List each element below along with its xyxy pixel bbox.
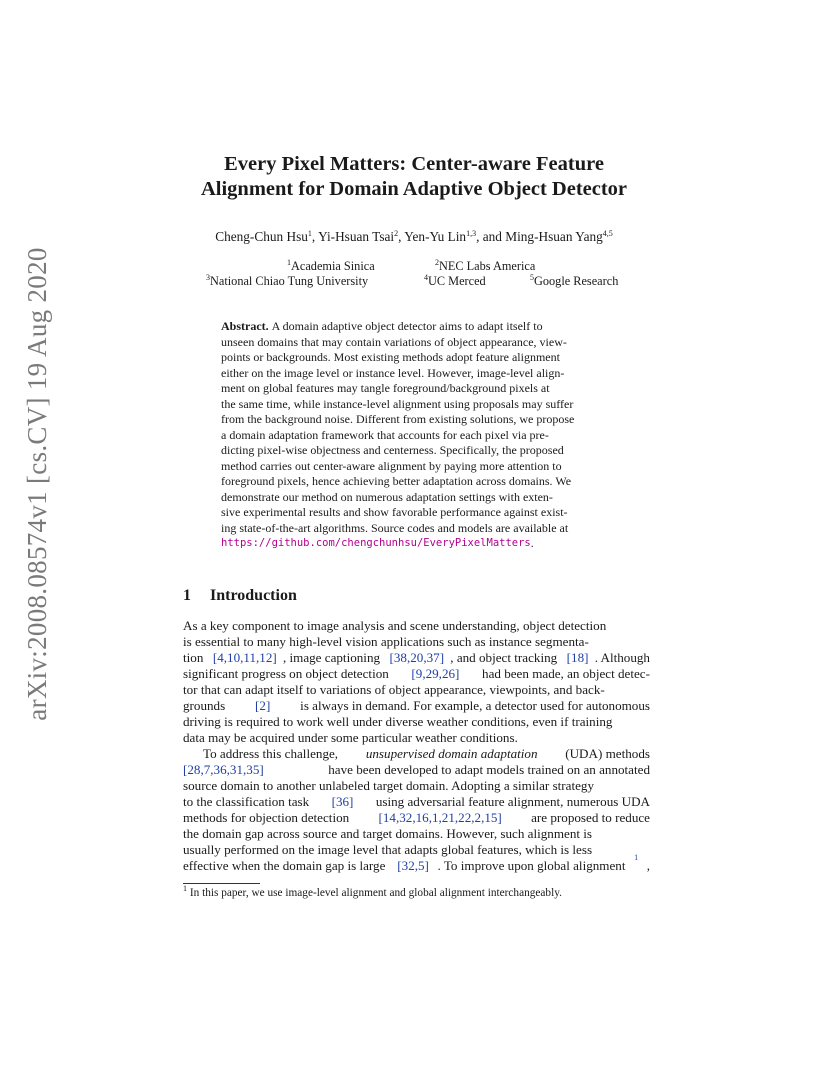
affiliation-name: Google Research (534, 274, 619, 288)
affiliation-4 (424, 274, 486, 289)
code-repository-link[interactable]: https://github.com/chengchunhsu/EveryPixelMatters (221, 537, 531, 549)
author-affiliation-mark: 4,5 (602, 229, 613, 238)
citation-link[interactable]: [38,20,37] (389, 650, 445, 665)
emphasis-text: unsupervised domain adaptation (365, 746, 538, 761)
text-line: source domain to another unlabeled target domain. Adopting a similar strategy (183, 778, 595, 793)
abstract-line: ing state-of-the-art algorithms. Source codes and models are available at (221, 520, 569, 535)
text-line: grounds [2] is always in demand. For example, a detector used for autonomous (183, 698, 650, 713)
footnote-mark[interactable]: 1 (634, 853, 639, 862)
text-line: the domain gap across source and target domains. However, such alignment is (183, 826, 593, 841)
footnote-divider (183, 883, 260, 884)
text-line: To address this challenge, unsupervised domain adaptation (UDA) methods (203, 746, 650, 761)
abstract-line: a domain adaptation framework that accounts for each pixel via pre- (221, 427, 549, 442)
section-number: 1 (183, 587, 191, 604)
citation-link[interactable]: [28,7,36,31,35] (183, 762, 264, 777)
affiliation-3 (206, 274, 368, 289)
abstract-line: dicting pixel-wise objectness and centerness. Specifically, the proposed (221, 443, 564, 457)
citation-link[interactable]: [18] (566, 650, 589, 665)
affiliation-name: Academia Sinica (291, 259, 375, 273)
affiliation-name: NEC Labs America (439, 259, 536, 273)
affiliation-name: UC Merced (428, 274, 486, 288)
citation-link[interactable]: [9,29,26] (411, 666, 460, 681)
abstract-line: unseen domains that may contain variations of object appearance, view- (221, 334, 567, 349)
affiliation-mark: 2 (435, 258, 439, 267)
text-line: to the classification task [36] using adversarial feature alignment, numerous UDA (183, 794, 650, 809)
abstract-line: ment on global features may tangle foreground/background pixels at (221, 381, 550, 395)
author-name: Yi-Hsuan Tsai (318, 229, 395, 244)
affiliation-mark: 4 (424, 273, 428, 282)
abstract-line: https://github.com/chengchunhsu/EveryPixelMatters . (221, 536, 534, 550)
title-line-2: Alignment for Domain Adaptive Object Detector (200, 178, 628, 200)
text-line: usually performed on the image level that adapts global features, which is less (183, 842, 593, 857)
affiliation-5 (530, 274, 618, 289)
text-line: is essential to many high-level vision applications such as instance segmenta- (183, 634, 589, 649)
abstract-line: the same time, while instance-level alignment using proposals may suffer (221, 396, 574, 411)
footnote-number: 1 (183, 884, 187, 893)
citation-link[interactable]: [2] (255, 698, 271, 713)
abstract-line: points or backgrounds. Most existing methods adopt feature alignment (221, 350, 560, 364)
abstract-line: from the background noise. Different from existing solutions, we propose (221, 412, 575, 426)
citation-link[interactable]: [36] (331, 794, 354, 809)
citation-link[interactable]: [4,10,11,12] (212, 650, 277, 665)
text-line: significant progress on object detection [9,29,26] had been made, an object detec- (183, 666, 650, 681)
section-heading (183, 587, 297, 605)
text-line: [28,7,36,31,35] have been developed to adapt models trained on an annotated (183, 762, 650, 777)
text-line: tion [4,10,11,12] , image captioning [38,20,37] , and object tracking [18] . Although (183, 650, 650, 665)
text-line: effective when the domain gap is large [32,5] . To improve upon global alignment 1 , (183, 853, 650, 873)
section-title: Introduction (210, 587, 297, 604)
citation-link[interactable]: [32,5] (397, 858, 429, 873)
affiliation-mark: 5 (530, 273, 534, 282)
author-affiliation-mark: 1,3 (466, 229, 477, 238)
text-line: As a key component to image analysis and scene understanding, object detection (183, 618, 607, 633)
affiliation-mark: 3 (206, 273, 210, 282)
author-name: Cheng-Chun Hsu (215, 229, 308, 244)
author-separator: , (311, 229, 319, 244)
affiliation-2 (435, 259, 535, 274)
text-line: data may be acquired under some particular weather conditions. (183, 730, 518, 745)
abstract-line: foreground pixels, hence achieving better adaptation across domains. We (221, 474, 572, 488)
abstract-line: sive experimental results and show favorable performance against exist- (221, 505, 568, 519)
arxiv-identifier-stamp: arXiv:2008.08574v1 [cs.CV] 19 Aug 2020 (22, 247, 52, 721)
abstract-line: demonstrate our method on numerous adaptation settings with exten- (221, 489, 553, 504)
paper-title (0, 152, 828, 202)
footnote-text: In this paper, we use image-level alignment and global alignment interchangeably. (189, 887, 562, 899)
affiliation-name: National Chiao Tung University (210, 274, 369, 288)
abstract-line: method carries out center-aware alignment by paying more attention to (221, 458, 562, 473)
citation-link[interactable]: [14,32,16,1,21,22,2,15] (378, 810, 502, 825)
author-name: Ming-Hsuan Yang (505, 229, 603, 244)
abstract-line: either on the image level or instance level. However, image-level align- (221, 365, 565, 380)
abstract-line: Abstract. A domain adaptive object detector aims to adapt itself to (221, 319, 543, 333)
author-affiliation-mark: 2 (394, 229, 399, 238)
text-line: tor that can adapt itself to variations of object appearance, viewpoints, and back- (183, 682, 605, 697)
text-line: driving is required to work well under diverse weather conditions, even if training (183, 714, 613, 729)
introduction-text (183, 618, 650, 874)
author-separator: , and (476, 229, 506, 244)
author-list (0, 229, 828, 245)
text-line: methods for objection detection [14,32,16,1,21,22,2,15] are proposed to reduce (183, 810, 650, 825)
author-affiliation-mark: 1 (307, 229, 312, 238)
abstract (221, 319, 613, 552)
author-name: Yen-Yu Lin (404, 229, 467, 244)
footnote (183, 884, 562, 899)
affiliation-mark: 1 (287, 258, 291, 267)
affiliation-1 (287, 259, 375, 274)
title-line-1: Every Pixel Matters: Center-aware Feature (224, 153, 604, 175)
author-separator: , (398, 229, 405, 244)
abstract-label: Abstract. (221, 319, 269, 333)
